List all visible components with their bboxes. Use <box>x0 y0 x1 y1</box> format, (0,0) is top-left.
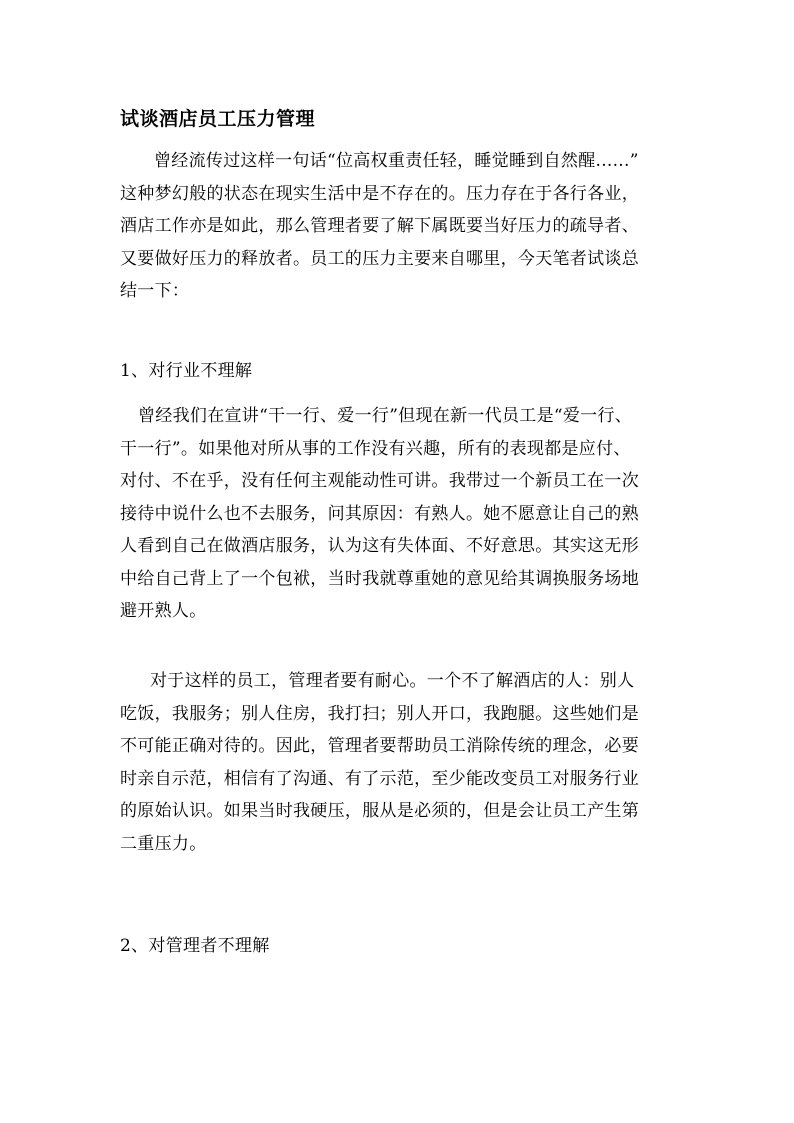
paragraph-line: 对付、不在乎，没有任何主观能动性可讲。我带过一个新员工在一次 <box>120 471 639 491</box>
section-heading <box>120 355 680 388</box>
paragraph-line: 避开熟人。 <box>120 601 207 621</box>
paragraph-line: 人看到自己在做酒店服务，认为这有失体面、不好意思。其实这无形 <box>120 536 639 556</box>
body-paragraph <box>120 665 680 860</box>
paragraph-line: 吃饭，我服务；别人住房，我打扫；别人开口，我跑腿。这些她们是 <box>120 703 639 724</box>
paragraph-line: 二重压力。 <box>120 833 207 854</box>
paragraph-line: 曾经我们在宣讲“干一行、爱一行”但现在新一代员工是“爱一行、 <box>138 406 633 426</box>
paragraph-line: 的原始认识。如果当时我硬压，服从是必须的，但是会让员工产生第 <box>120 801 639 821</box>
section-heading-text: 2、对管理者不理解 <box>120 936 270 956</box>
paragraph-line: 酒店工作亦是如此，那么管理者要了解下属既要当好压力的疏导者、 <box>120 216 639 236</box>
paragraph-line: 不可能正确对待的。因此，管理者要帮助员工消除传统的理念，必要 <box>120 736 639 756</box>
paragraph-line: 结一下： <box>120 281 190 301</box>
paragraph-line: 曾经流传过这样一句话“位高权重责任轻，睡觉睡到自然醒......” <box>154 151 639 171</box>
intro-paragraph <box>120 145 680 308</box>
section-heading <box>120 930 680 963</box>
section-heading-text: 1、对行业不理解 <box>120 361 253 381</box>
paragraph-line: 接待中说什么也不去服务，问其原因：有熟人。她不愿意让自己的熟 <box>120 503 639 524</box>
paragraph-line: 又要做好压力的释放者。员工的压力主要来自哪里，今天笔者试谈总 <box>120 248 639 269</box>
paragraph-line: 对于这样的员工，管理者要有耐心。一个不了解酒店的人：别人 <box>150 671 635 691</box>
body-paragraph <box>120 400 680 628</box>
paragraph-line: 时亲自示范，相信有了沟通、有了示范，至少能改变员工对服务行业 <box>120 768 639 789</box>
paragraph-line: 中给自己背上了一个包袱，当时我就尊重她的意见给其调换服务场地 <box>120 568 639 589</box>
paragraph-line: 干一行”。如果他对所从事的工作没有兴趣，所有的表现都是应付、 <box>120 438 631 459</box>
paragraph-line: 这种梦幻般的状态在现实生活中是不存在的。压力存在于各行各业， <box>120 183 639 204</box>
document-title: 试谈酒店员工压力管理 <box>120 108 316 130</box>
